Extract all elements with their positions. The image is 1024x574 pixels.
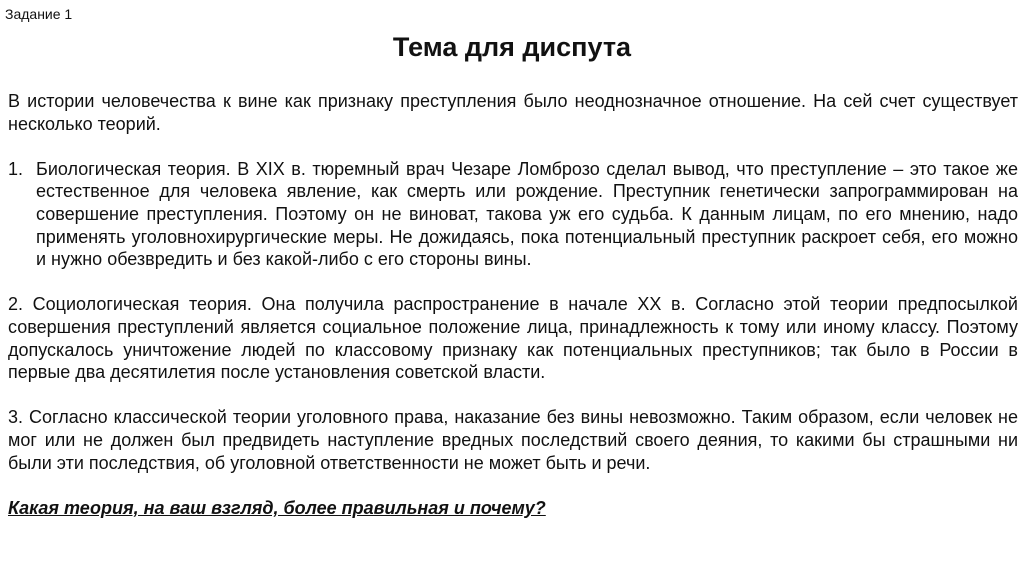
spacer (8, 384, 1018, 407)
theory-classical: 3. Согласно классической теории уголовного права, наказание без вины невозможно. Таким образом, если человек не мог или не должен был предвидеть наступление вредных последствий своего деяния, то какими бы страшными ни были эти последствия, об уголовной ответственности не может быть и речи. (8, 407, 1018, 473)
spacer (8, 271, 1018, 294)
spacer (8, 474, 1018, 497)
spacer (8, 135, 1018, 158)
discussion-question: Какая теория, на ваш взгляд, более правильная и почему? (8, 497, 546, 518)
task-label: Задание 1 (5, 6, 73, 22)
theory-biological-text: Биологическая теория. В XIX в. тюремный врач Чезаре Ломброзо сделал вывод, что преступление – это такое же естественное для человека явление, как смерть или рождение. Преступник генетически запрограммирован на совершение преступления. Поэтому он не виноват, такова уж его судьба. К данным лицам, по его мнению, надо применять уголовнохирургические меры. Не дожидаясь, пока потенциальный преступник раскроет себя, его можно и нужно обезвредить и без какой-либо с его стороны вины. (36, 158, 1018, 270)
theory-sociological: 2. Социологическая теория. Она получила распространение в начале XX в. Согласно этой теории предпосылкой совершения преступлений является социальное положение лица, принадлежность к тому или иному классу. Поэтому допускалось уничтожение людей по классовому признаку как потенциальных преступников; так было в России в первые два десятилетия после установления советской власти. (8, 294, 1018, 383)
intro-paragraph: В истории человечества к вине как признаку преступления было неоднозначное отношение. На сей счет существует несколько теорий. (8, 91, 1018, 134)
slide-content (8, 90, 1018, 519)
list-number: 1. (8, 158, 24, 179)
theory-biological (8, 158, 1018, 271)
slide-title: Тема для диспута (392, 32, 632, 62)
